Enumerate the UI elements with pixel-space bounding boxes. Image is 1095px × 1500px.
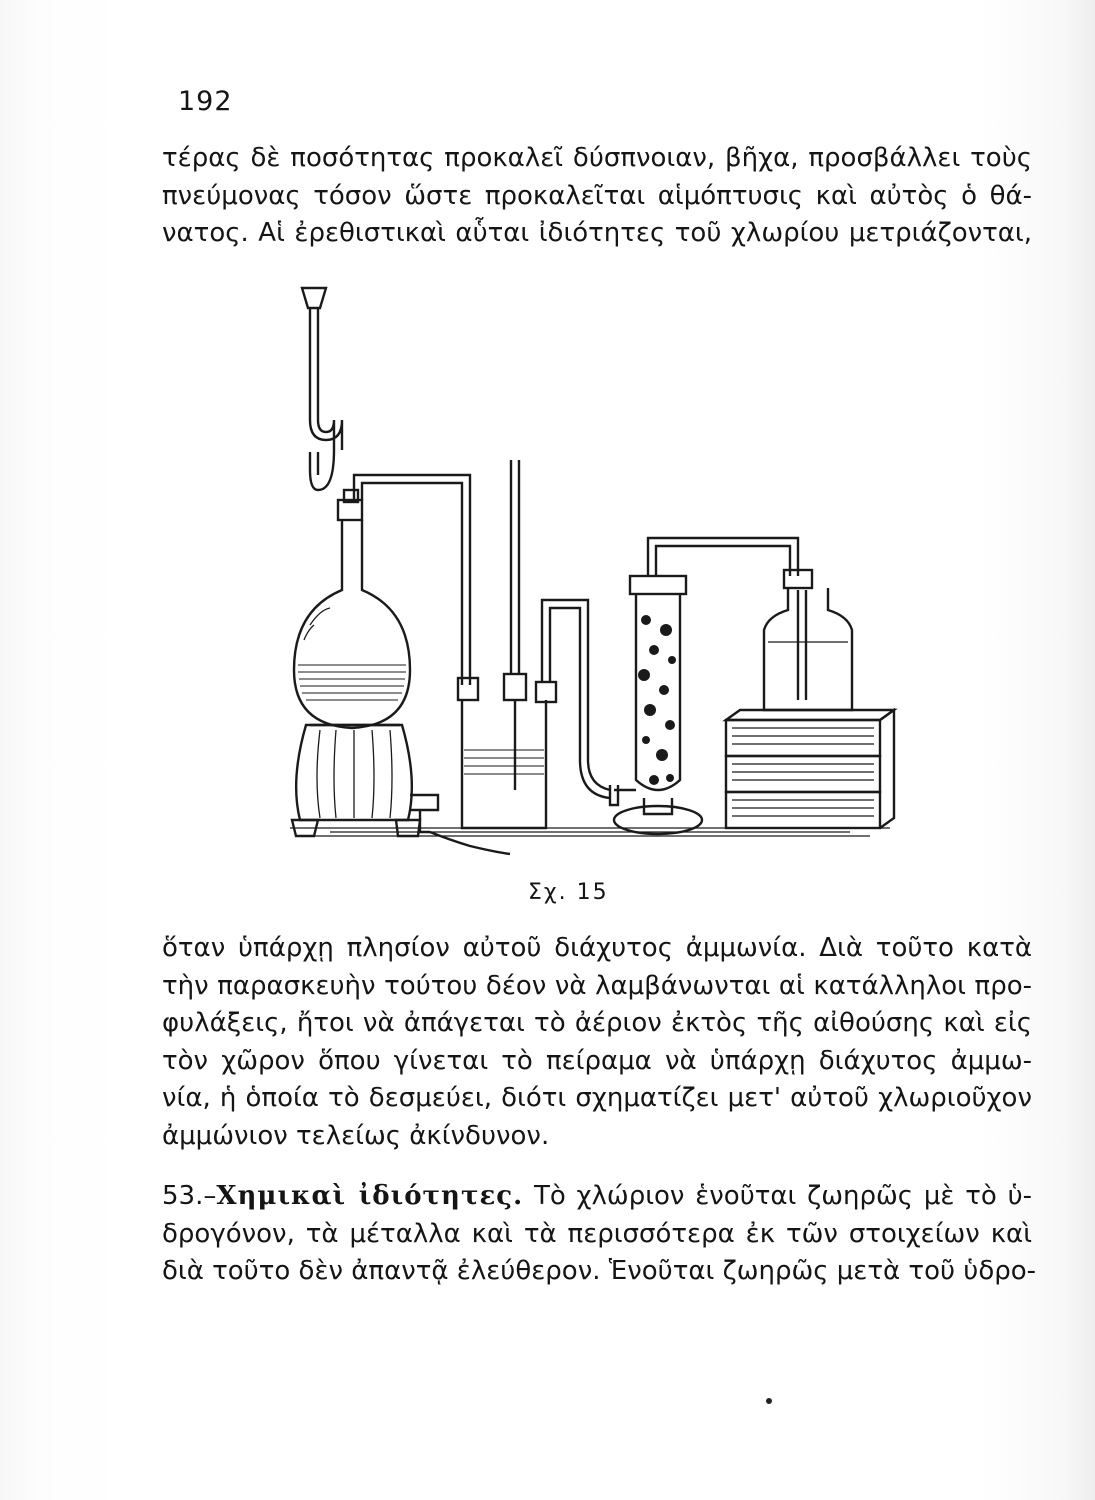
section-text: Τὸ χλώριον ἑνοῦται ζωηρῶς μὲ τὸ ὑ- — [533, 1181, 1033, 1211]
brick-stand-icon — [726, 710, 894, 828]
text-line: φυλάξεις, ἤτοι νὰ ἀπάγεται τὸ ἀέριον ἐκτὸς τῆς αἰθούσης καὶ εἰς — [162, 1008, 1032, 1038]
section-first-line — [162, 1178, 1032, 1216]
text-line: νία, ἡ ὁποία τὸ δεσμεύει, διότι σχηματίζει μετ' αὐτοῦ χλωριοῦχον — [162, 1083, 1032, 1113]
text-line: ὅταν ὑπάρχῃ πλησίον αὐτοῦ διάχυτος ἀμμωνία. Διὰ τοῦτο κατὰ — [162, 933, 1032, 963]
burner-bath-icon — [292, 725, 510, 854]
ink-dot — [766, 1398, 772, 1404]
ground-shadow — [290, 828, 890, 836]
thistle-funnel-icon — [302, 288, 342, 490]
page-number: 192 — [178, 86, 233, 117]
text-line: διὰ τοῦτο δὲν ἀπαντᾷ ἐλεύθερον. Ἑνοῦται ζωηρῶς μετὰ τοῦ ὑδρο- — [162, 1256, 1037, 1286]
chlorine-apparatus-figure — [270, 280, 910, 860]
text-line: δρογόνον, τὰ μέταλλα καὶ τὰ περισσότερα ἐκ τῶν στοιχείων καὶ — [162, 1218, 1032, 1249]
section-heading: Χημικαὶ ἰδιότητες. — [216, 1181, 524, 1211]
text-line: τὸν χῶρον ὅπου γίνεται τὸ πείραμα νὰ ὑπάρχῃ διάχυτος ἀμμω- — [162, 1045, 1032, 1076]
section-number: 53.– — [162, 1181, 217, 1211]
section-53 — [162, 1178, 1037, 1291]
text-line: ἀμμώνιον τελείως ἀκίνδυνον. — [162, 1120, 550, 1151]
paragraph-top — [162, 140, 1032, 253]
wash-bottle-icon — [458, 460, 610, 828]
collecting-jar-icon — [764, 570, 852, 710]
text-line: νατος. Αἱ ἐρεθιστικαὶ αὗται ἰδιότητες τοῦ χλωρίου μετριάζονται, — [162, 218, 1032, 248]
text-line: τέρας δὲ ποσότητας προκαλεῖ δύσπνοιαν, βῆχα, προσβάλλει τοὺς — [162, 143, 1032, 173]
paragraph-middle — [162, 930, 1032, 1155]
drying-tower-icon — [610, 538, 798, 834]
round-flask-icon — [294, 475, 470, 728]
text-line: πνεύμονας τόσον ὥστε προκαλεῖται αἱμόπτυσις καὶ αὐτὸς ὁ θά- — [162, 180, 1032, 211]
figure-caption: Σχ. 15 — [528, 880, 609, 905]
text-line: τὴν παρασκευὴν τούτου δέον νὰ λαμβάνωνται αἱ κατάλληλοι προ- — [162, 970, 1032, 1001]
